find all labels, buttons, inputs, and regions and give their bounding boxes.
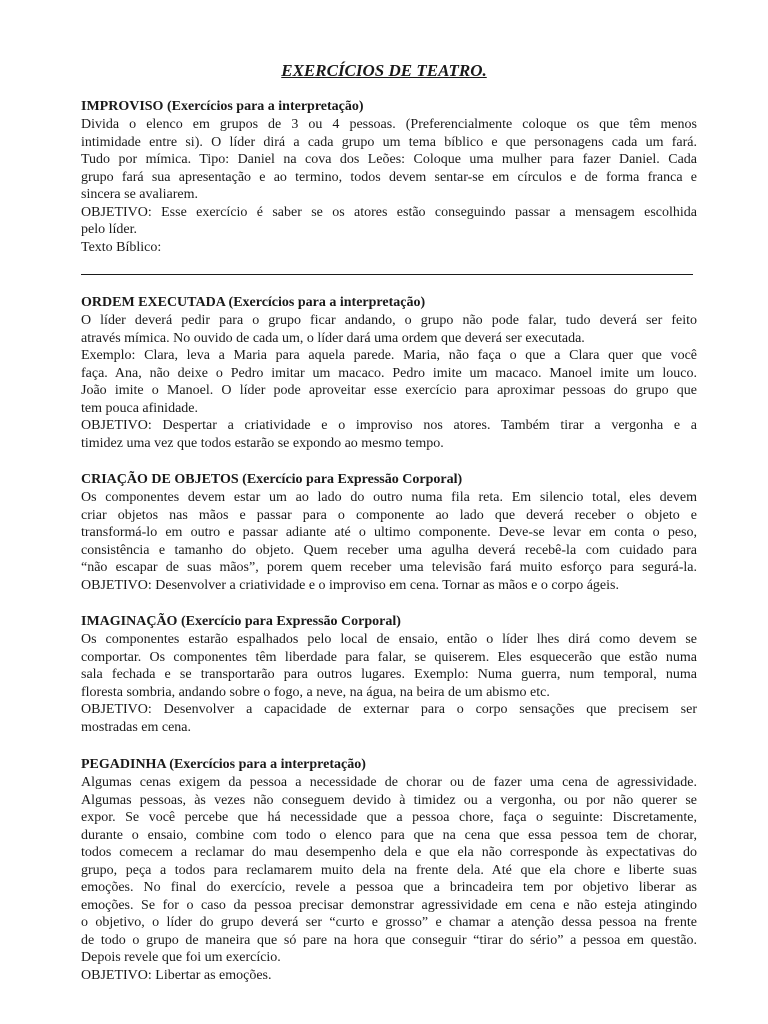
- section-heading: CRIAÇÃO DE OBJETOS (Exercício para Expressão Corporal): [81, 472, 463, 487]
- section-ordem-executada: [81, 294, 697, 452]
- text-line: OBJETIVO: Desenvolver a capacidade de externar para o corpo sensações que precisem ser: [81, 702, 697, 717]
- section-heading: IMPROVISO (Exercícios para a interpretação): [81, 99, 364, 114]
- section-pegadinha: [81, 756, 697, 984]
- text-line: pelo líder.: [81, 222, 137, 237]
- section-criacao-de-objetos: [81, 471, 697, 594]
- text-line: todos comecem a reclamar do mau desempenho dela e que ela não corresponde às expectativas do: [81, 845, 697, 860]
- text-line: Algumas cenas exigem da pessoa a necessidade de chorar ou de fazer uma cena de agressividade.: [81, 775, 697, 790]
- text-line: Texto Bíblico:: [81, 239, 162, 255]
- text-line: durante o ensaio, combine com todo o elenco para que na cena que essa pessoa tem de chorar,: [81, 827, 697, 843]
- section-body: [81, 116, 697, 256]
- text-line: transformá-lo em outro e passar adiante até o ultimo componente. Deve-se levar em conta o peso,: [81, 525, 697, 540]
- text-line: intimidade entre si). O líder dirá a cada grupo um tema bíblico e que personagens cada um fará.: [81, 134, 697, 150]
- text-line: OBJETIVO: Libertar as emoções.: [81, 967, 272, 983]
- text-line: faça. Ana, não deixe o Pedro imitar um macaco. Pedro imite um macaco. Manoel imite um louco.: [81, 365, 697, 381]
- text-line: expor. Se você percebe que há necessidade que a pessoa chore, faça o seguinte: Discretamente,: [81, 810, 697, 825]
- text-line: sincera se avaliarem.: [81, 187, 198, 202]
- text-line: Os componentes devem estar um ao lado do outro numa fila reta. Em silencio total, eles devem: [81, 490, 697, 505]
- horizontal-rule: [81, 274, 693, 275]
- text-line: “não escapar de suas mãos”, porem quem receber uma televisão fará muito esforço para segurá-la.: [81, 560, 697, 575]
- section-heading: PEGADINHA (Exercícios para a interpretação): [81, 757, 366, 772]
- text-line: emoções. No final do exercício, revele a pessoa que a brincadeira tem por objetivo liberar as: [81, 880, 697, 895]
- text-line: consistência e tamanho do objeto. Quem receber uma agulha deverá recebê-la com cuidado para: [81, 542, 697, 558]
- text-line: timidez uma vez que todos estarão se expondo ao mesmo tempo.: [81, 435, 444, 451]
- section-body: [81, 489, 697, 594]
- text-line: OBJETIVO: Desenvolver a criatividade e o improviso em cena. Tornar as mãos e o corpo ágeis.: [81, 577, 619, 593]
- text-line: João imite o Manoel. O líder pode aproveitar esse exercício para aproximar pessoas do grupo que: [81, 383, 697, 398]
- text-line: O líder deverá pedir para o grupo ficar andando, o grupo não pode falar, tudo deverá ser feito: [81, 313, 697, 328]
- text-line: sala fechada e se transportarão para outros lugares. Exemplo: Numa guerra, num temporal, numa: [81, 667, 697, 682]
- text-line: através mímica. No ouvido de cada um, o líder dará uma ordem que deverá ser executada.: [81, 330, 585, 346]
- text-line: emoções. Se for o caso da pessoa precisar demonstrar agressividade em cena e não esteja atingindo: [81, 897, 697, 913]
- section-imaginacao: [81, 613, 697, 736]
- text-line: tem pouca afinidade.: [81, 400, 199, 416]
- text-line: o objetivo, o líder do grupo deverá ser “curto e grosso” e chamar a atenção dessa pessoa na frente: [81, 915, 697, 930]
- text-line: criar objetos nas mãos e passar para o componente ao lado que deverá receber o objeto e: [81, 507, 697, 523]
- text-line: OBJETIVO: Esse exercício é saber se os atores estão conseguindo passar a mensagem escolhida: [81, 204, 697, 220]
- text-line: OBJETIVO: Despertar a criatividade e o improviso nos atores. Também tirar a vergonha e a: [81, 418, 697, 433]
- text-line: comportar. Os componentes têm liberdade para falar, se quiserem. Eles esquecerão que estão numa: [81, 649, 697, 665]
- text-line: Exemplo: Clara, leva a Maria para aquela parede. Maria, não faça o que a Clara quer que você: [81, 348, 697, 363]
- text-line: grupo, peça a todos para reclamarem muito dela na frente dela. Até que ela chore e liberte suas: [81, 862, 697, 878]
- text-line: Depois revele que foi um exercício.: [81, 950, 281, 965]
- text-line: Os componentes estarão espalhados pelo local de ensaio, então o líder lhes dirá como devem se: [81, 632, 697, 647]
- text-line: floresta sombria, andando sobre o fogo, a neve, na água, na beira de um abismo etc.: [81, 684, 550, 700]
- text-line: de todo o grupo de maneira que só pare na hora que conseguir “tirar do sério” a pessoa em questão.: [81, 932, 697, 948]
- text-line: mostradas em cena.: [81, 719, 192, 735]
- text-line: Algumas pessoas, às vezes não conseguem devido à timidez ou a vergonha, ou por não querer se: [81, 792, 697, 808]
- section-heading: ORDEM EXECUTADA (Exercícios para a interpretação): [81, 295, 426, 310]
- text-line: Tudo por mímica. Tipo: Daniel na cova dos Leões: Coloque uma mulher para fazer Daniel. Cada: [81, 152, 697, 167]
- text-line: Divida o elenco em grupos de 3 ou 4 pessoas. (Preferencialmente coloque os que têm menos: [81, 117, 697, 132]
- section-body: [81, 312, 697, 452]
- section-improviso: [81, 98, 697, 256]
- document-title: EXERCÍCIOS DE TEATRO.: [281, 61, 487, 80]
- text-line: grupo fará sua apresentação e ao termino, todos devem sentar-se em círculos e de forma franca e: [81, 169, 697, 185]
- section-heading: IMAGINAÇÃO (Exercício para Expressão Corporal): [81, 614, 401, 629]
- section-body: [81, 774, 697, 984]
- section-body: [81, 631, 697, 736]
